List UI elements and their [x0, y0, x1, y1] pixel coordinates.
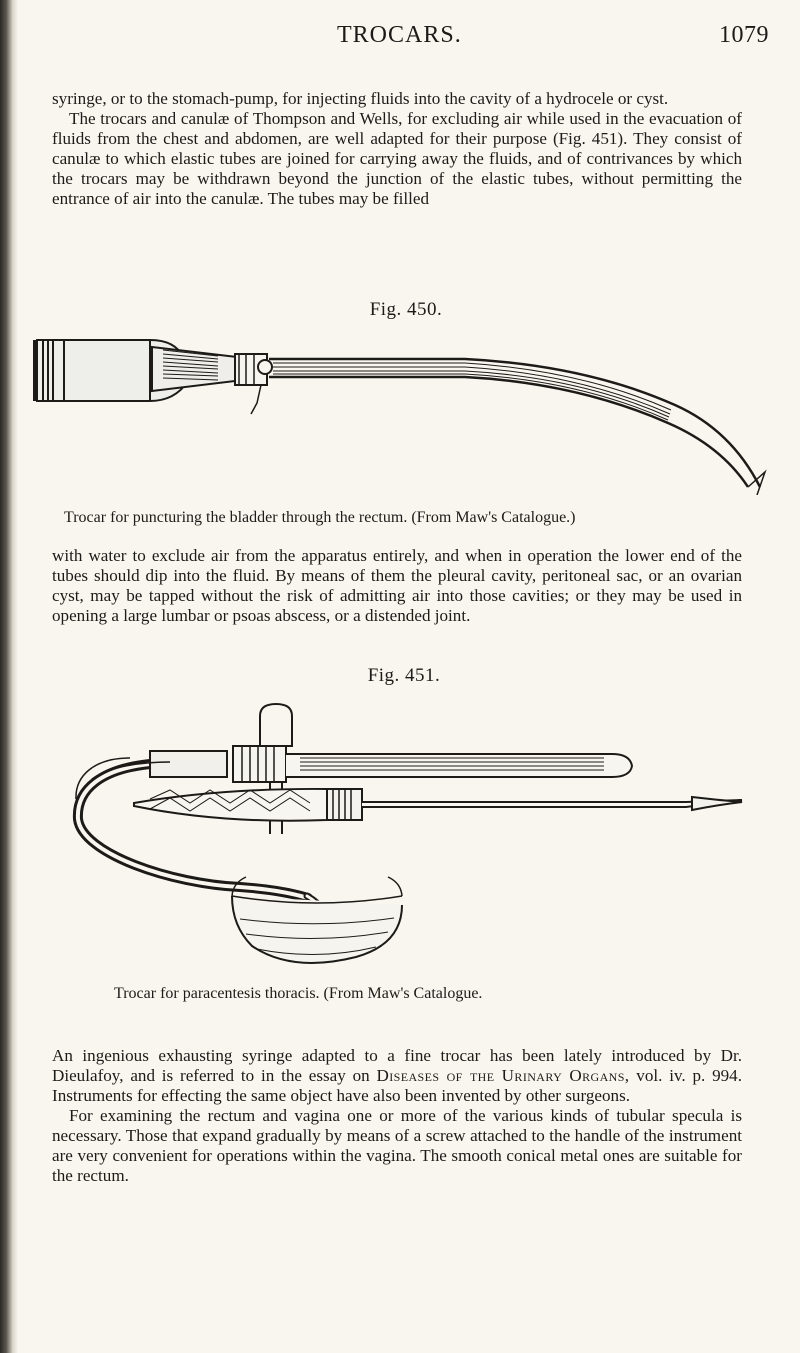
- text-block-bottom: [52, 1046, 742, 1186]
- page-header: [52, 22, 777, 56]
- page-number: 1079: [719, 22, 769, 48]
- text-block-middle: [52, 546, 742, 626]
- paragraph-4-before: An ingenious exhausting syringe adapted to a fine trocar has been lately introduced by Dr. Dieulafoy, and is referred to in the essay on: [52, 1046, 742, 1085]
- figure-450-caption: Trocar for puncturing the bladder through the rectum. (From Maw's Catalogue.): [64, 509, 576, 526]
- figure-451-caption: Trocar for paracentesis thoracis. (From Maw's Catalogue.: [114, 985, 483, 1002]
- figure-450-trocar-icon: [25, 327, 777, 495]
- paragraph-1: syringe, or to the stomach-pump, for injecting fluids into the cavity of a hydrocele or cyst.: [52, 89, 669, 108]
- figure-450-title: Fig. 450.: [369, 299, 443, 320]
- figure-451-trocar-icon: [72, 694, 752, 964]
- figure-451-title: Fig. 451.: [367, 665, 441, 686]
- paragraph-4-after: vol. iv. p. 994. Instruments for effecting the same object have also been invented by other surgeons.: [52, 1066, 742, 1105]
- running-title: TROCARS.: [337, 22, 462, 48]
- text-block-top: [52, 89, 742, 209]
- paragraph-3: with water to exclude air from the apparatus entirely, and when in operation the lower end of the tubes should dip into the fluid. By means of them the pleural cavity, peritoneal sac, or an ovarian cyst, may be tapped without the risk of admitting air into those cavities; or they may be used in opening a large lumbar or psoas abscess, or a distended joint.: [52, 546, 742, 625]
- paragraph-5: For examining the rectum and vagina one or more of the various kinds of tubular specula is necessary. Those that expand gradually by means of a screw attached to the handle of the instrument are very convenient for operations within the vagina. The smooth conical metal ones are suitable for the rectum.: [52, 1106, 742, 1185]
- paragraph-4: [52, 1046, 742, 1106]
- paragraph-2: The trocars and canulæ of Thompson and Wells, for excluding air while used in the evacuation of fluids from the chest and abdomen, are well adapted for their purpose (Fig. 451). They consist of canulæ to which elastic tubes are joined for carrying away the fluids, and of contrivances by which the trocars may be withdrawn beyond the junction of the elastic tubes, without permitting the entrance of air into the canulæ. The tubes may be filled: [52, 109, 742, 208]
- paragraph-4-smallcaps: Diseases of the Urinary Organs,: [376, 1066, 630, 1085]
